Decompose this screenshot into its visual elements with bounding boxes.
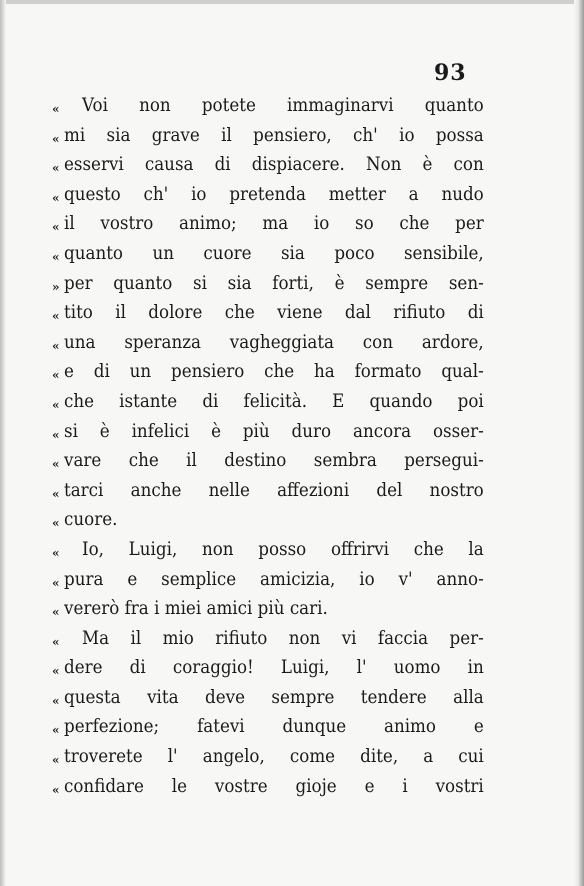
text-line [52,120,484,150]
text-line [52,475,484,505]
line-text: il vostro animo; ma io so che per [64,212,484,235]
quote-mark: « [52,545,60,560]
quote-mark: « [52,753,60,768]
quote-mark: « [52,782,60,797]
text-line [52,445,484,475]
text-line [52,208,484,238]
text-line [52,416,484,446]
line-text: perfezione; fatevi dunque animo e [64,715,484,738]
text-line [52,356,484,386]
quote-mark: « [52,190,60,205]
text-line [52,741,484,771]
quote-mark: « [52,249,60,264]
line-text: vererò fra i miei amici più cari. [64,597,328,620]
line-text: e di un pensiero che ha formato qual- [64,360,484,383]
text-line [52,593,472,623]
quote-mark: » [52,279,60,294]
text-line [52,682,484,712]
line-text: una speranza vagheggiata con ardore, [64,330,484,353]
line-text: che istante di felicità. E quando poi [64,389,484,412]
body-text [52,90,484,800]
line-text: mi sia grave il pensiero, ch' io possa [64,123,484,146]
quote-mark: « [52,102,60,116]
line-text: tarci anche nelle affezioni del nostro [64,478,484,501]
line-text: questo ch' io pretenda metter a nudo [64,182,484,205]
text-line [52,297,484,327]
line-text: per quanto si sia forti, è sempre sen- [64,271,484,294]
quote-mark: « [52,457,60,472]
line-text: Ma il mio rifiuto non vi faccia per- [82,626,484,649]
line-text: si è infelici è più duro ancora osser- [64,419,484,442]
text-line [52,149,484,179]
quote-mark: « [52,486,60,501]
line-text: cuore. [64,508,118,531]
line-text: quanto un cuore sia poco sensibile, [64,241,484,264]
quote-mark: « [52,220,60,235]
quote-mark: « [52,634,60,649]
page-top-edge [0,0,584,4]
quote-mark: « [52,338,60,353]
quote-mark: « [52,575,60,590]
quote-mark: « [52,131,60,146]
quote-mark: « [52,309,60,324]
quote-mark: « [52,161,60,176]
line-text: confidare le vostre gioje e i vostri [64,774,484,797]
quote-mark: « [52,664,60,679]
text-line [52,623,484,653]
quote-mark: « [52,516,60,531]
quote-mark: « [52,397,60,412]
page-left-edge [0,0,6,886]
quote-mark: « [52,427,60,442]
line-text: vare che il destino sembra persegui- [64,449,484,472]
text-line [52,268,484,298]
quote-mark: « [52,605,60,620]
page-number: 93 [434,60,467,86]
text-line [52,652,484,682]
text-line [52,711,484,741]
text-line [52,771,484,801]
quote-mark: « [52,368,60,383]
line-text: Io, Luigi, non posso offrirvi che la [82,537,484,560]
text-line [52,504,472,534]
text-line [52,90,484,120]
text-line [52,179,484,209]
text-line [52,534,484,564]
text-line [52,564,484,594]
quote-mark: « [52,723,60,738]
text-line [52,238,484,268]
line-text: dere di coraggio! Luigi, l' uomo in [64,656,484,679]
line-text: Voi non potete immaginarvi quanto [82,94,484,116]
text-line [52,386,484,416]
line-text: esservi causa di dispiacere. Non è con [64,153,484,176]
line-text: questa vita deve sempre tendere alla [64,685,484,708]
quote-mark: « [52,693,60,708]
line-text: troverete l' angelo, come dite, a cui [64,745,484,768]
text-line [52,327,484,357]
page-right-edge [574,0,584,886]
line-text: tito il dolore che viene dal rifiuto di [64,301,484,324]
line-text: pura e semplice amicizia, io v' anno- [64,567,484,590]
